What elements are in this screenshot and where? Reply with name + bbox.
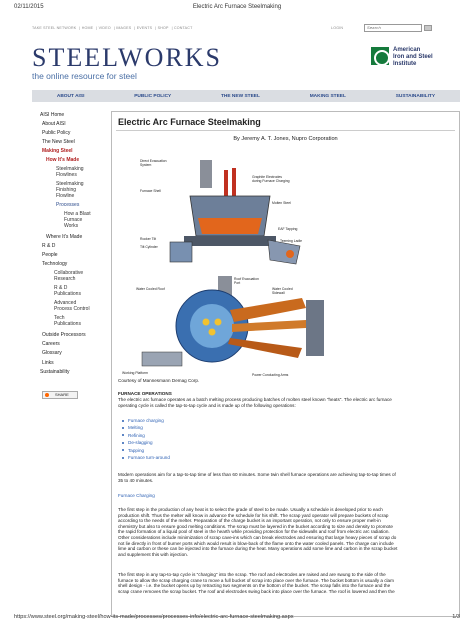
print-url: https://www.steel.org/making-steel/how-its-made/processes/processes-info/electric-arc-furnace-steelmaking.aspx bbox=[14, 614, 294, 620]
charging-paragraph-1 bbox=[118, 507, 397, 557]
sidebar-item-technology[interactable]: Technology bbox=[42, 261, 68, 267]
electrode-port bbox=[203, 319, 210, 326]
aisi-name-line: Iron and Steel bbox=[393, 54, 433, 60]
sidebar-item-apc-2[interactable]: Process Control bbox=[54, 306, 90, 312]
main-nav bbox=[32, 90, 460, 102]
paragraph-line: The first step in the production of any heat is to select the grade of steel to be made. Usually a schedule is developed prior to each bbox=[118, 507, 383, 512]
diagram-label: System bbox=[140, 163, 152, 167]
share-button[interactable] bbox=[42, 391, 78, 399]
sidebar-item-steelmaking-flowlines-2[interactable]: Flowlines bbox=[56, 172, 77, 178]
paragraph-line: scrap crane removes the scrap bucket. The roof and electrodes swing back into place over the furnace. The roof is lowered and then the bbox=[118, 588, 395, 594]
aisi-emblem-icon bbox=[371, 47, 389, 65]
diagram-label: Water Cooled bbox=[272, 287, 293, 291]
furnace-cross-section-diagram bbox=[140, 156, 330, 270]
diagram-label: Power Conducting Arms bbox=[252, 373, 289, 377]
diagram-label: Water Cooled Roof bbox=[136, 287, 165, 291]
rocker-base bbox=[184, 236, 276, 246]
sidebar-item-blast-furnace-2[interactable]: Furnace bbox=[64, 217, 83, 223]
image-credit: Courtesy of Mannesmann Demag Corp. bbox=[118, 378, 200, 383]
sidebar-item-people[interactable]: People bbox=[42, 252, 58, 258]
paragraph-line: lime and carbon or these can be injected into the furnace during the heat. Many operations add some lime and carbon in the scrap bucket bbox=[118, 546, 398, 552]
sidebar-item-careers[interactable]: Careers bbox=[42, 341, 60, 347]
tap-stream bbox=[286, 250, 294, 258]
utility-link-shop[interactable]: SHOP bbox=[157, 26, 169, 30]
molten-steel bbox=[198, 218, 262, 234]
content-panel bbox=[111, 111, 460, 617]
operations-list bbox=[122, 417, 170, 461]
section-heading-charging[interactable]: Furnace Charging bbox=[118, 493, 155, 498]
sidebar-item-how-made[interactable]: How It's Made bbox=[46, 157, 80, 163]
sidebar-item-apc[interactable]: Advanced bbox=[54, 300, 77, 306]
logo-wordmark: STEELWORKS bbox=[32, 43, 222, 72]
steelworks-logo[interactable] bbox=[32, 45, 222, 81]
paragraph-line: shell design - i.e. the bucket opens up by retracting two segments on the bottom of the bucket. The scrap falls into the furnace and the bbox=[118, 583, 391, 589]
print-footer bbox=[14, 614, 460, 620]
diagram-label: Rocker Tilt bbox=[140, 237, 157, 241]
utility-link-contact[interactable]: CONTACT bbox=[173, 26, 193, 30]
sidebar-item-tech-pubs-2[interactable]: Publications bbox=[54, 321, 81, 327]
evacuation-duct bbox=[200, 160, 212, 188]
diagram-label: Working Platform bbox=[122, 371, 148, 375]
sidebar-item-policy[interactable]: Public Policy bbox=[42, 130, 71, 136]
sidebar-item-finishing-flowline-2[interactable]: Finishing bbox=[56, 187, 77, 193]
sidebar-item-rd[interactable]: R & D bbox=[42, 243, 56, 249]
roof-center bbox=[190, 304, 234, 348]
utility-link-images[interactable]: IMAGES bbox=[116, 26, 132, 30]
sidebar-item-rd-pubs-2[interactable]: Publications bbox=[54, 291, 81, 297]
diagram-label: Molten Steel bbox=[272, 201, 291, 205]
nav-sustainability[interactable]: SUSTAINABILITY bbox=[395, 93, 436, 99]
list-item[interactable]: Tapping bbox=[122, 447, 170, 454]
sidebar-item-finishing-flowline-3[interactable]: Flowline bbox=[56, 193, 75, 199]
sidebar-item-new-steel[interactable]: The New Steel bbox=[42, 139, 75, 145]
utility-link-video[interactable]: VIDEO bbox=[98, 26, 111, 30]
sidebar-item-collab-2[interactable]: Research bbox=[54, 276, 76, 282]
nav-making-steel[interactable]: MAKING STEEL bbox=[309, 93, 346, 99]
diagram-label: Graphite Electrodes bbox=[252, 175, 282, 179]
nav-public-policy[interactable]: PUBLIC POLICY bbox=[134, 93, 172, 99]
page-title: Electric Arc Furnace Steelmaking bbox=[118, 117, 261, 127]
sidebar-item-about[interactable]: About AISI bbox=[42, 121, 66, 127]
print-title: Electric Arc Furnace Steelmaking bbox=[192, 4, 282, 10]
paragraph-line: production shift. Thus the melter will know in advance the schedule for his shift. The scrap yard operator will prepare buckets of scrap bbox=[118, 512, 389, 518]
sidebar-item-blast-furnace[interactable]: How a Blast bbox=[64, 211, 91, 217]
diagram-label: Sidewall bbox=[272, 291, 285, 295]
print-header bbox=[0, 0, 474, 14]
nav-new-steel[interactable]: THE NEW STEEL bbox=[221, 93, 260, 99]
paragraph-line: The electric arc furnace operates as a batch melting process producing batches of molten steel known "heats". The electric arc furnace bbox=[118, 397, 392, 402]
sidebar-item-glossary[interactable]: Glossary bbox=[42, 350, 62, 356]
diagram-label: Direct Evacuation bbox=[140, 159, 167, 163]
paragraph-line: Modern operations aim for a tap-to-tap time of less than 60 minutes. Some twin shell furnace operations are achieving tap-to-tap times of bbox=[118, 472, 396, 477]
paragraph-line: and supplement this with injection. bbox=[118, 551, 188, 557]
sidebar-item-steelmaking-flowlines[interactable]: Steelmaking bbox=[56, 166, 84, 172]
aisi-name-line: American bbox=[393, 47, 421, 53]
paragraph-line: 35 to 40 minutes. bbox=[118, 477, 154, 483]
nav-about-aisi[interactable]: ABOUT AISI bbox=[56, 93, 85, 99]
teeming-ladle bbox=[268, 239, 303, 264]
paragraph-line: the rapid formation of a liquid pool of steel in the hearth while providing protection for the sidewalls and roof from electric arc radiation. bbox=[118, 529, 390, 535]
working-platform bbox=[142, 352, 182, 366]
arm-support bbox=[306, 300, 324, 356]
article-byline: By Jeremy A. T. Jones, Nupro Corporation bbox=[233, 136, 338, 142]
search-input[interactable]: Search bbox=[364, 24, 422, 32]
sidebar-item-finishing-flowline[interactable]: Steelmaking bbox=[56, 181, 84, 187]
paragraph-line: Other considerations include minimization of scrap cave-ins which can break electrodes and ensuring that large heavy pieces of scrap do bbox=[118, 534, 397, 540]
diagram-label: EAF Tapping bbox=[278, 227, 298, 231]
paragraph-line: operating cycle is called the tap-to-tap cycle and is made up of the following operations: bbox=[118, 402, 296, 408]
diagram-label: Furnace Shell bbox=[140, 189, 161, 193]
operations-paragraph bbox=[118, 397, 392, 408]
section-heading-operations: FURNACE OPERATIONS bbox=[118, 391, 172, 396]
electrode-port bbox=[215, 319, 222, 326]
list-item[interactable]: Furnace charging bbox=[122, 417, 170, 424]
aisi-name-line: Institute bbox=[393, 61, 417, 67]
list-item[interactable]: Melting bbox=[122, 424, 170, 431]
paragraph-line: according to the needs of the melter. Preparation of the charge bucket is an important operation, not only to ensure proper melt-in bbox=[118, 518, 381, 524]
list-item[interactable]: Furnace turn-around bbox=[122, 454, 170, 461]
sidebar-item-processes[interactable]: Processes bbox=[56, 202, 80, 208]
utility-link-events[interactable]: EVENTS bbox=[136, 26, 153, 30]
title-divider bbox=[116, 130, 455, 131]
paragraph-line: not lie directly in front of burner ports which would result in blow-back of the flame onto the water cooled panels. The charge can include bbox=[118, 540, 394, 546]
power-arm bbox=[230, 298, 306, 322]
tilt-cylinder bbox=[170, 242, 192, 262]
list-item[interactable]: De-slagging bbox=[122, 439, 170, 446]
search-button[interactable] bbox=[424, 25, 432, 31]
diagram-label: Tilt Cylinder bbox=[140, 245, 158, 249]
paragraph-line: The first step in any tap-to-tap cycle is "charging" into the scrap. The roof and electrodes are raised and are swung to the side of the bbox=[118, 572, 386, 577]
list-item[interactable]: Refining bbox=[122, 432, 170, 439]
login-link[interactable]: LOGIN bbox=[331, 26, 344, 30]
sidebar-item-tech-pubs[interactable]: Tech bbox=[54, 315, 65, 321]
sidebar-item-collab[interactable]: Collaborative bbox=[54, 270, 84, 276]
sidebar-item-sustainability[interactable]: Sustainability bbox=[40, 369, 70, 375]
sidebar-item-outside-processors[interactable]: Outside Processors bbox=[42, 332, 86, 338]
utility-nav: TAKE STEEL NETWORK | HOME | VIDEO | IMAGES | EVENTS | SHOP | CONTACT LOGIN Search bbox=[32, 24, 452, 34]
sidebar-item-home[interactable]: AISI Home bbox=[40, 112, 65, 118]
share-icon bbox=[45, 393, 49, 397]
share-label: SHARE bbox=[55, 392, 69, 397]
sidebar-item-where-made[interactable]: Where It's Made bbox=[46, 234, 83, 240]
utility-link-home[interactable]: HOME bbox=[81, 26, 94, 30]
paragraph-line: furnace to allow the scrap charging crane to move a full bucket of scrap into place over the furnace. The bucket bottom is usually a clam bbox=[118, 577, 394, 583]
diagram-label: during Furnace Charging bbox=[252, 179, 290, 183]
print-page-number: 1/3 bbox=[452, 614, 460, 620]
charging-paragraph-2 bbox=[118, 572, 395, 594]
diagram-label: Teeming Ladle bbox=[280, 239, 303, 243]
electrode-port bbox=[209, 329, 216, 336]
sidebar-item-links[interactable]: Links bbox=[42, 360, 54, 366]
sidebar-item-making-steel[interactable]: Making Steel bbox=[42, 148, 73, 154]
paragraph-line: chemistry but also to ensure good melting conditions. The scrap must be layered in the bucket according to size and density to promote bbox=[118, 523, 393, 529]
logo-tagline: the online resource for steel bbox=[32, 71, 137, 81]
sidebar-item-blast-furnace-3[interactable]: Works bbox=[64, 223, 79, 229]
furnace-top-view-diagram bbox=[122, 272, 342, 380]
sidebar-item-rd-pubs[interactable]: R & D bbox=[54, 285, 68, 291]
utility-link-network[interactable]: TAKE STEEL NETWORK bbox=[32, 26, 77, 30]
tap-time-paragraph bbox=[118, 472, 396, 483]
diagram-label: Roof Evacuation bbox=[234, 277, 259, 281]
aisi-logo[interactable] bbox=[371, 47, 461, 75]
diagram-label: Port bbox=[234, 281, 241, 285]
print-date: 02/11/2015 bbox=[14, 4, 44, 10]
